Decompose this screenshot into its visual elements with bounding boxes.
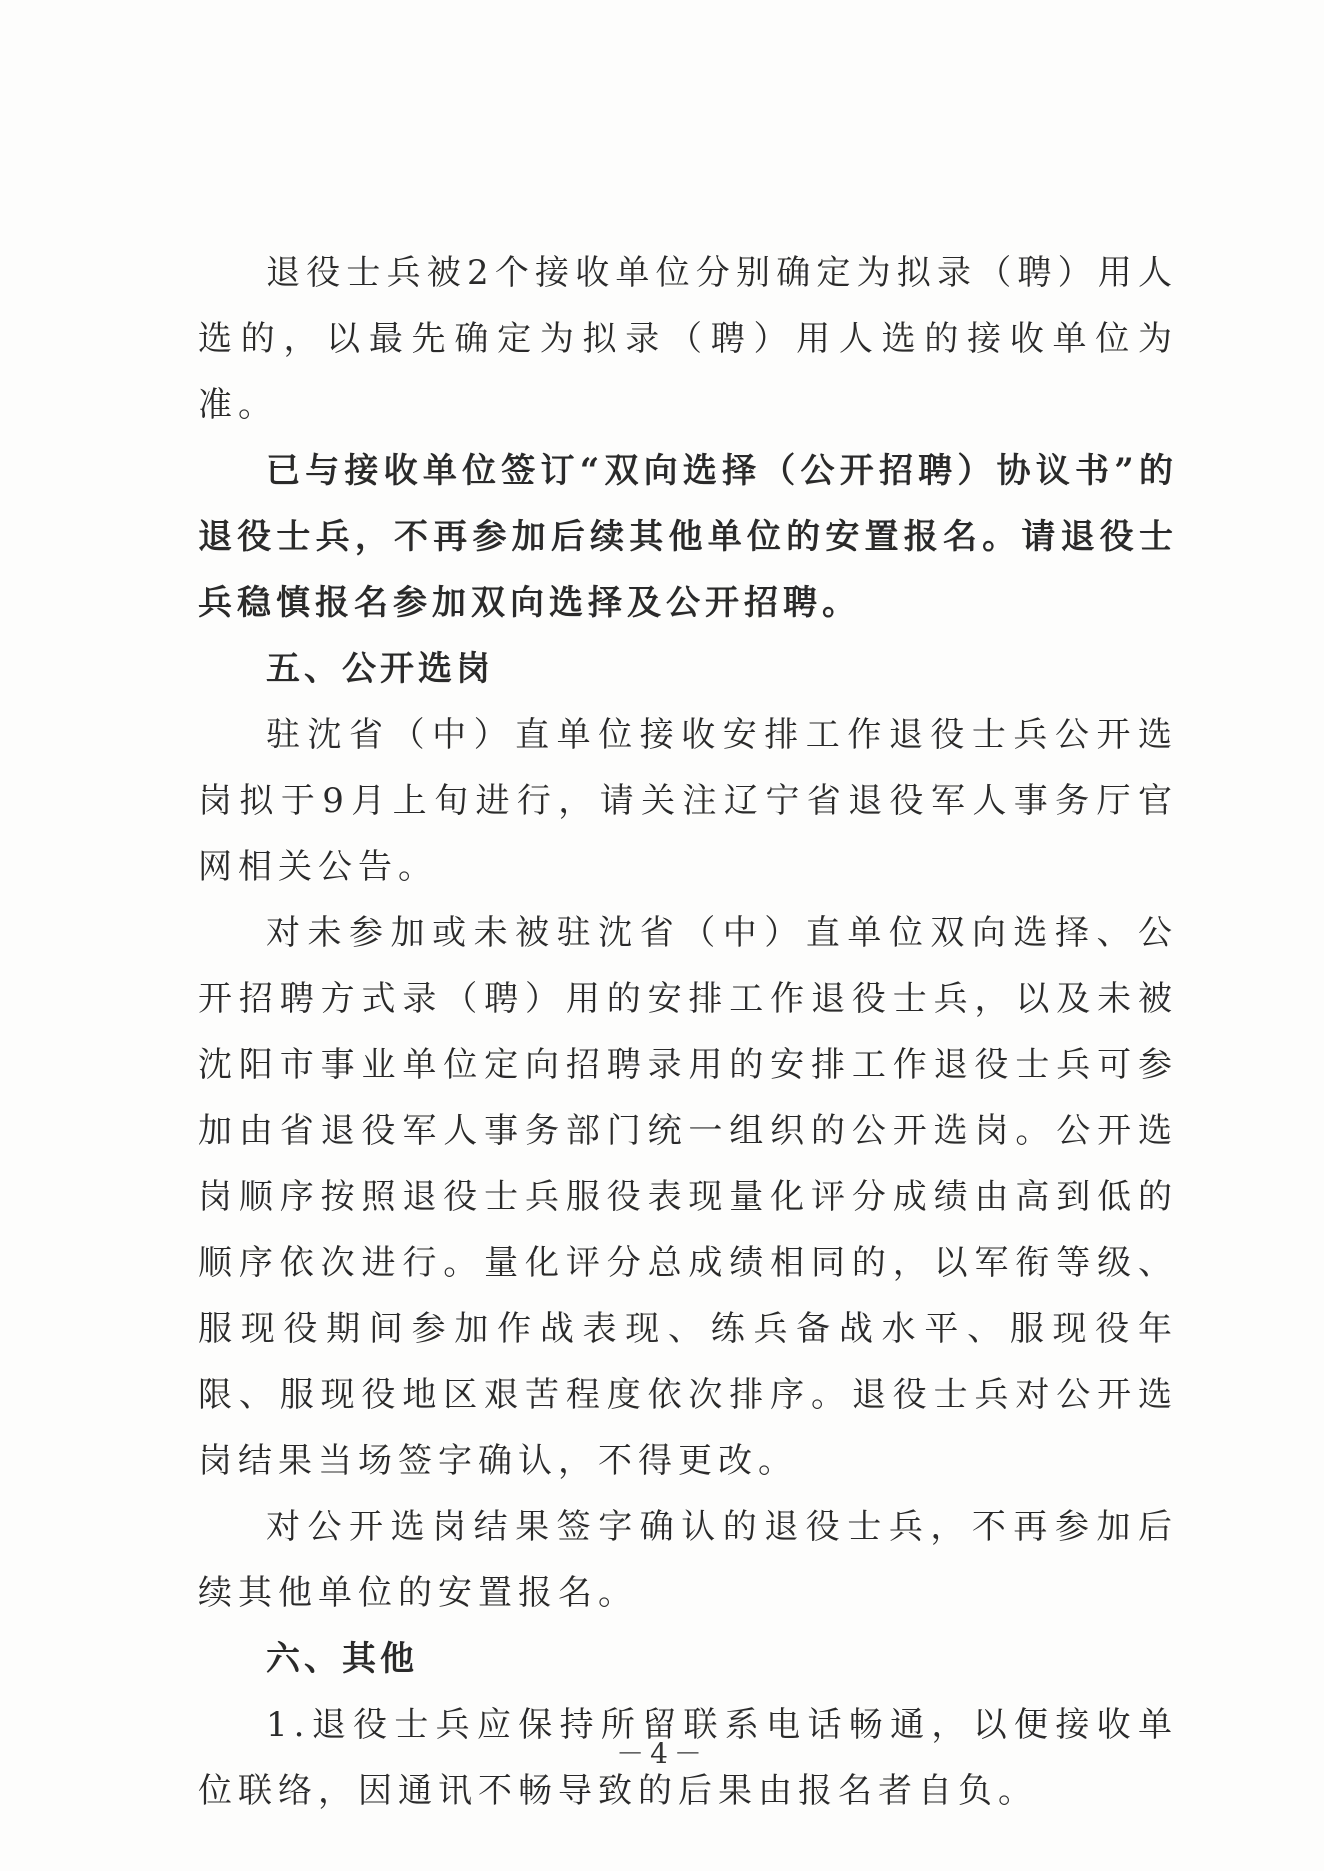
section-heading-other: 六、其他 bbox=[266, 1639, 418, 1679]
paragraph-contact-requirement: 1.退役士兵应保持所留联系电话畅通，以便接收单位联络，因通讯不畅导致的后果由报名者自负。 bbox=[198, 1705, 1178, 1811]
paragraph-selection-schedule: 驻沈省（中）直单位接收安排工作退役士兵公开选岗拟于9月上旬进行，请关注辽宁省退役军人事务厅官网相关公告。 bbox=[198, 715, 1178, 887]
paragraph-candidate-selection: 退役士兵被2个接收单位分别确定为拟录（聘）用人选的，以最先确定为拟录（聘）用人选的接收单位为准。 bbox=[198, 253, 1178, 425]
page-number: －4－ bbox=[616, 1737, 708, 1770]
document-body bbox=[198, 240, 1178, 1824]
paragraph-selection-confirmation: 对公开选岗结果签字确认的退役士兵，不再参加后续其他单位的安置报名。 bbox=[198, 1507, 1178, 1613]
paragraph-selection-rules: 对未参加或未被驻沈省（中）直单位双向选择、公开招聘方式录（聘）用的安排工作退役士兵，以及未被沈阳市事业单位定向招聘录用的安排工作退役士兵可参加由省退役军人事务部门统一组织的公开选岗。公开选岗顺序按照退役士兵服役表现量化评分成绩由高到低的顺序依次进行。量化评分总成绩相同的，以军衔等级、服现役期间参加作战表现、练兵备战水平、服现役年限、服现役地区艰苦程度依次排序。退役士兵对公开选岗结果当场签字确认，不得更改。 bbox=[198, 913, 1178, 1481]
section-heading-public-selection: 五、公开选岗 bbox=[266, 649, 494, 689]
paragraph-agreement-notice: 已与接收单位签订“双向选择（公开招聘）协议书”的退役士兵，不再参加后续其他单位的安置报名。请退役士兵稳慎报名参加双向选择及公开招聘。 bbox=[198, 451, 1178, 623]
